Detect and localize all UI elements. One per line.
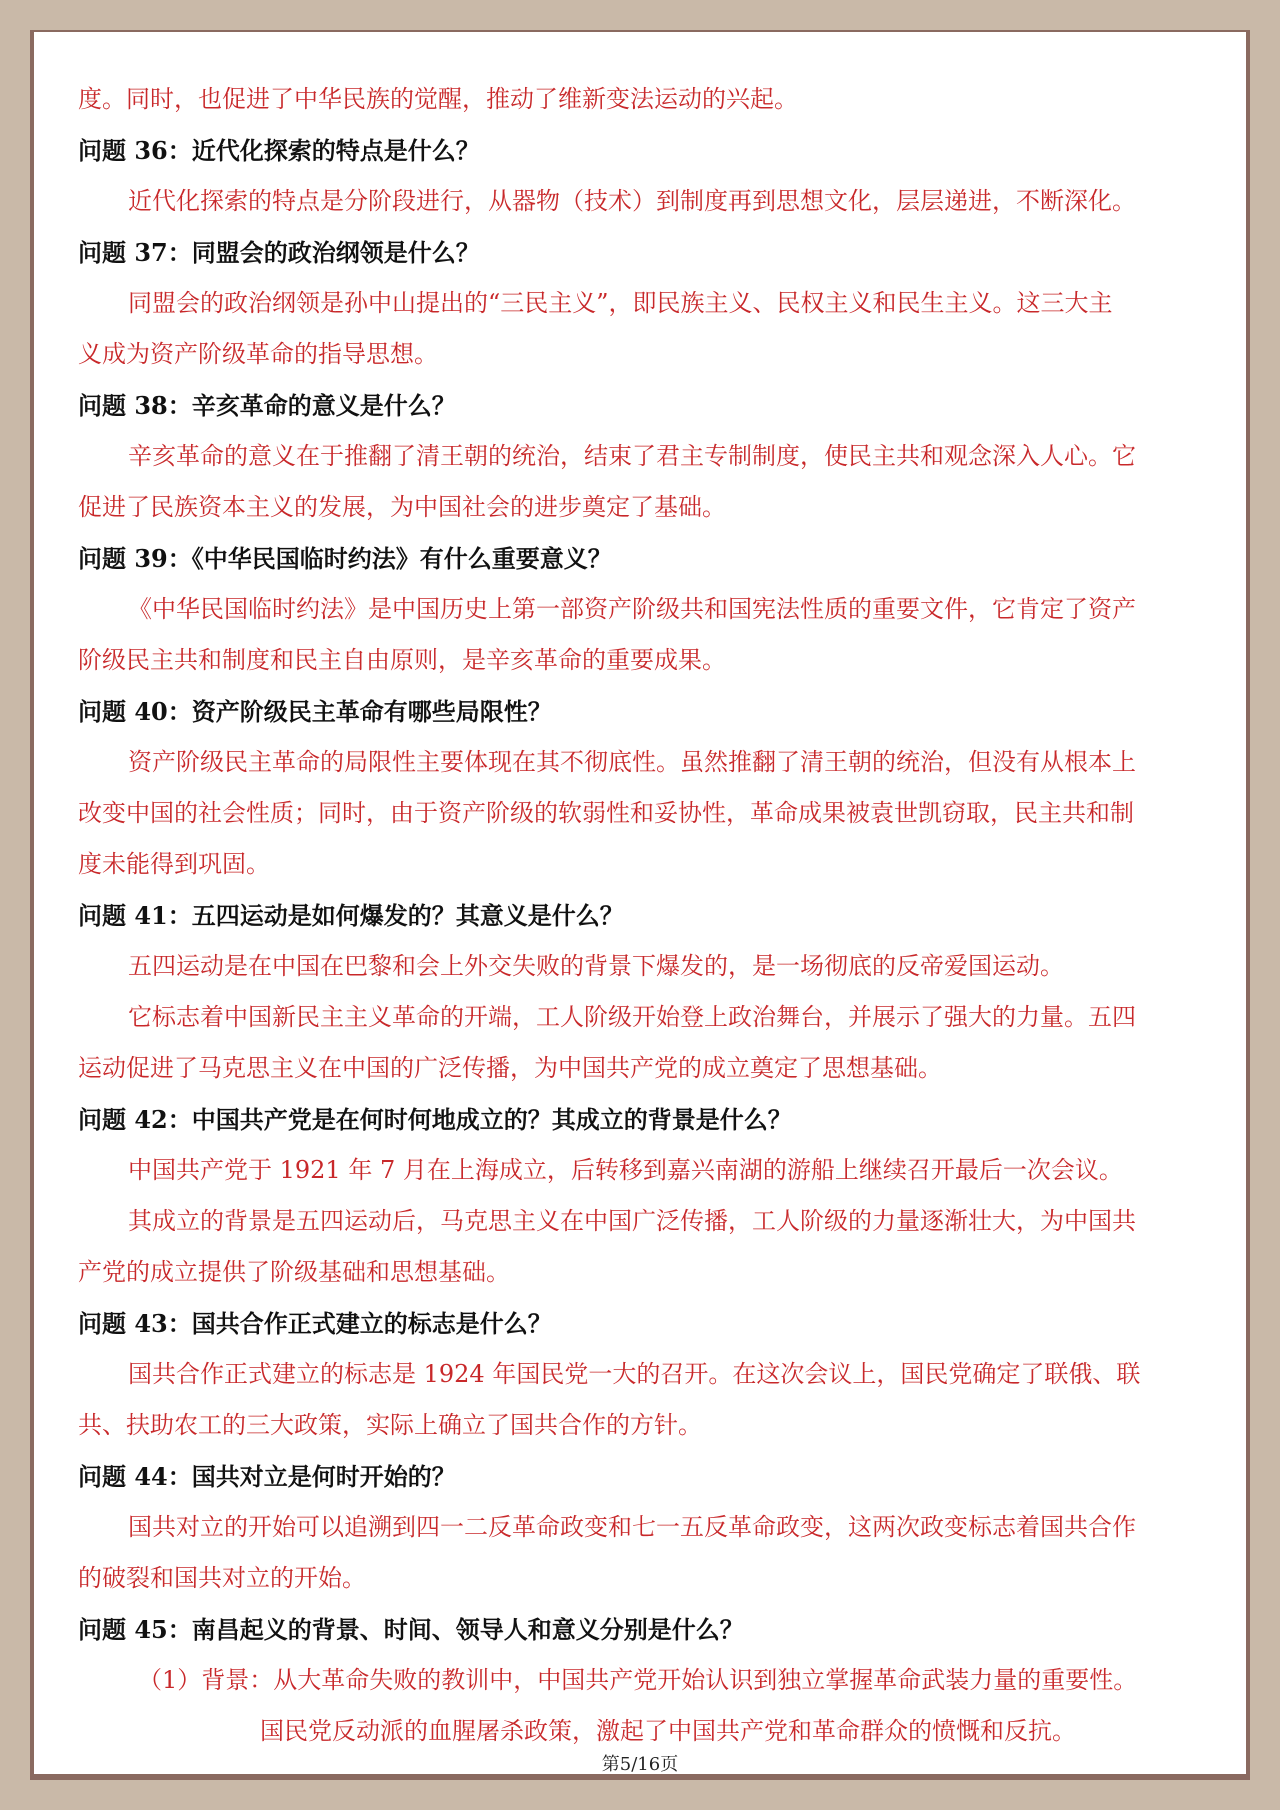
question-heading: 问题 43：国共合作正式建立的标志是什么？ <box>78 1309 552 1338</box>
answer-text: 共、扶助农工的三大政策，实际上确立了国共合作的方针。 <box>78 1411 702 1439</box>
question-heading: 问题 38：辛亥革命的意义是什么？ <box>78 391 456 420</box>
answer-text: 义成为资产阶级革命的指导思想。 <box>78 340 438 368</box>
answer-text: 近代化探索的特点是分阶段进行，从器物（技术）到制度再到思想文化，层层递进，不断深化。 <box>128 187 1136 215</box>
document-content <box>78 74 1218 1757</box>
question-heading: 问题 39：《中华民国临时约法》有什么重要意义？ <box>78 544 612 573</box>
answer-text: 国共对立的开始可以追溯到四一二反革命政变和七一五反革命政变，这两次政变标志着国共合作 <box>128 1513 1136 1541</box>
answer-text: 其成立的背景是五四运动后，马克思主义在中国广泛传播，工人阶级的力量逐渐壮大，为中国共 <box>128 1207 1136 1235</box>
answer-text: （1）背景：从大革命失败的教训中，中国共产党开始认识到独立掌握革命武装力量的重要性。 <box>138 1666 1138 1694</box>
answer-text: 国民党反动派的血腥屠杀政策，激起了中国共产党和革命群众的愤慨和反抗。 <box>260 1717 1076 1745</box>
question-heading: 问题 45：南昌起义的背景、时间、领导人和意义分别是什么？ <box>78 1615 744 1644</box>
question-heading: 问题 40：资产阶级民主革命有哪些局限性？ <box>78 697 552 726</box>
answer-text: 《中华民国临时约法》是中国历史上第一部资产阶级共和国宪法性质的重要文件，它肯定了资产 <box>128 595 1136 623</box>
answer-text: 中国共产党于 1921 年 7 月在上海成立，后转移到嘉兴南湖的游船上继续召开最后一次会议。 <box>128 1156 1123 1184</box>
answer-text: 阶级民主共和制度和民主自由原则，是辛亥革命的重要成果。 <box>78 646 726 674</box>
answer-text: 同盟会的政治纲领是孙中山提出的“三民主义”，即民族主义、民权主义和民生主义。这三大主 <box>128 289 1113 317</box>
answer-text: 度未能得到巩固。 <box>78 850 270 878</box>
answer-text: 五四运动是在中国在巴黎和会上外交失败的背景下爆发的，是一场彻底的反帝爱国运动。 <box>128 952 1064 980</box>
answer-text: 的破裂和国共对立的开始。 <box>78 1564 366 1592</box>
answer-text: 产党的成立提供了阶级基础和思想基础。 <box>78 1258 510 1286</box>
question-heading: 问题 44：国共对立是何时开始的？ <box>78 1462 456 1491</box>
answer-text: 它标志着中国新民主主义革命的开端，工人阶级开始登上政治舞台，并展示了强大的力量。五四 <box>128 1003 1136 1031</box>
answer-text: 度。同时，也促进了中华民族的觉醒，推动了维新变法运动的兴起。 <box>78 85 798 113</box>
page-number: 第5/16页 <box>601 1754 679 1775</box>
question-heading: 问题 42：中国共产党是在何时何地成立的？其成立的背景是什么？ <box>78 1105 792 1134</box>
answer-text: 资产阶级民主革命的局限性主要体现在其不彻底性。虽然推翻了清王朝的统治，但没有从根本上 <box>128 748 1136 776</box>
question-heading: 问题 37：同盟会的政治纲领是什么？ <box>78 238 480 267</box>
answer-text: 国共合作正式建立的标志是 1924 年国民党一大的召开。在这次会议上，国民党确定了联俄、联 <box>128 1360 1141 1388</box>
answer-text: 改变中国的社会性质；同时，由于资产阶级的软弱性和妥协性，革命成果被袁世凯窃取，民主共和制 <box>78 799 1134 827</box>
document-page <box>34 32 1246 1774</box>
question-heading: 问题 36：近代化探索的特点是什么？ <box>78 136 480 165</box>
answer-text: 辛亥革命的意义在于推翻了清王朝的统治，结束了君主专制制度，使民主共和观念深入人心。它 <box>128 442 1136 470</box>
answer-text: 运动促进了马克思主义在中国的广泛传播，为中国共产党的成立奠定了思想基础。 <box>78 1054 942 1082</box>
question-heading: 问题 41：五四运动是如何爆发的？其意义是什么？ <box>78 901 624 930</box>
answer-text: 促进了民族资本主义的发展，为中国社会的进步奠定了基础。 <box>78 493 726 521</box>
